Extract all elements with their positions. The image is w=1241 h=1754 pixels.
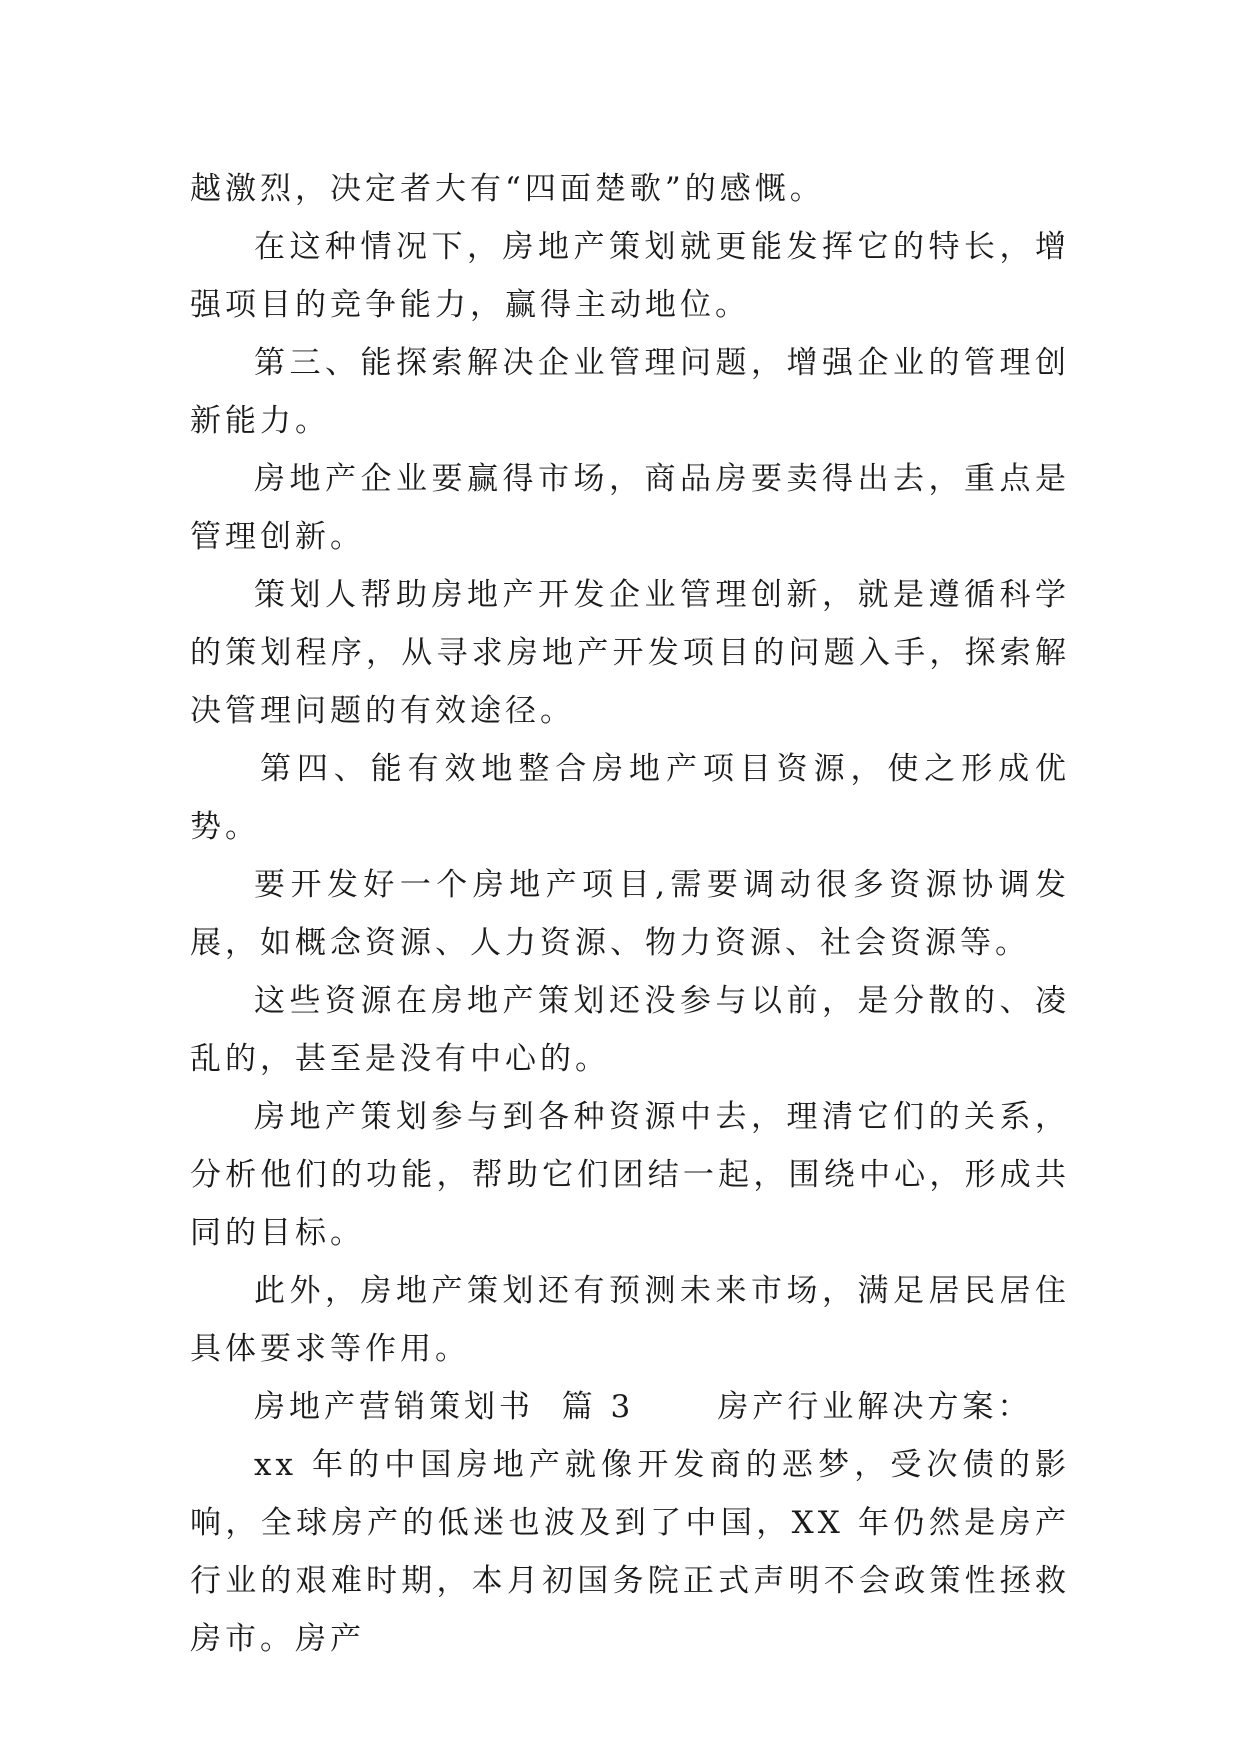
paragraph-continuation: 越激烈，决定者大有“四面楚歌”的感慨。 [190,171,825,207]
paragraph: xx 年的中国房地产就像开发商的恶梦，受次债的影响，全球房产的低迷也波及到了中国，XX 年仍然是房产行业的艰难时期，本月初国务院正式声明不会政策性拯救房市。房产 [190,1447,1070,1657]
section-title: 房地产营销策划书 篇 3 房产行业解决方案： [254,1389,1033,1425]
paragraph: 房地产策划参与到各种资源中去，理清它们的关系，分析他们的功能，帮助它们团结一起，围绕中心，形成共同的目标。 [190,1099,1070,1251]
paragraph-heading-third: 第三、能探索解决企业管理问题，增强企业的管理创新能力。 [190,345,1070,439]
paragraph: 这些资源在房地产策划还没参与以前，是分散的、凌乱的，甚至是没有中心的。 [190,983,1070,1077]
document-body [190,160,1070,1668]
paragraph-heading-fourth: 第四、能有效地整合房地产项目资源，使之形成优势。 [190,751,1070,845]
paragraph: 要开发好一个房地产项目,需要调动很多资源协调发展，如概念资源、人力资源、物力资源、社会资源等。 [190,867,1070,961]
paragraph: 此外，房地产策划还有预测未来市场，满足居民居住具体要求等作用。 [190,1273,1070,1367]
paragraph: 策划人帮助房地产开发企业管理创新，就是遵循科学的策划程序，从寻求房地产开发项目的问题入手，探索解决管理问题的有效途径。 [190,577,1070,729]
paragraph: 在这种情况下，房地产策划就更能发挥它的特长，增强项目的竞争能力，赢得主动地位。 [190,229,1070,323]
paragraph: 房地产企业要赢得市场，商品房要卖得出去，重点是管理创新。 [190,461,1070,555]
